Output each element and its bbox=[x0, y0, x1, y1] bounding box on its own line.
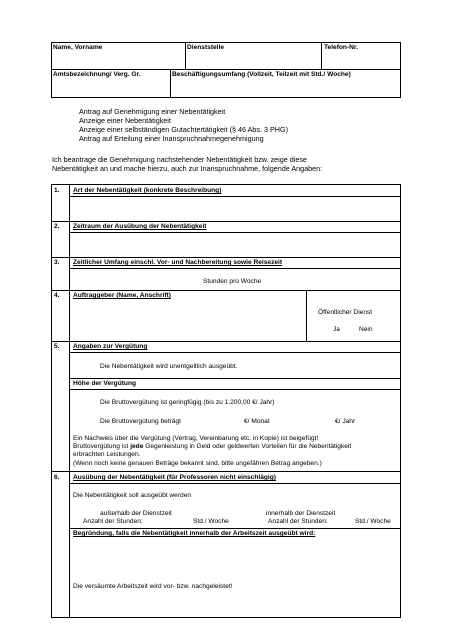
header-row-divider bbox=[51, 69, 401, 70]
public-service-no-label: Nein bbox=[359, 326, 373, 333]
outside-hours-count-label: Anzahl der Stunden: bbox=[83, 518, 143, 525]
section-5-subdivider bbox=[69, 378, 401, 379]
employment-field[interactable] bbox=[171, 80, 400, 97]
section-divider bbox=[51, 341, 401, 342]
per-month-label: €/ Monat bbox=[244, 418, 270, 425]
section-5-subdivider bbox=[69, 352, 401, 353]
section-6-title: Ausübung der Nebentätigkeit (für Professoren nicht einschlägig) bbox=[73, 474, 276, 481]
estimate-note: (Wenn noch keine genauen Beträge bekannt sind, bitte ungefähren Betrag angeben.) bbox=[73, 460, 322, 467]
minor-payment-option: Die Bruttovergütung ist geringfügig (bis zu 1.200,00 €/ Jahr) bbox=[100, 399, 275, 406]
section-5-subdivider bbox=[69, 389, 401, 390]
outside-hours-field[interactable] bbox=[155, 516, 189, 526]
hours-per-week-field[interactable] bbox=[150, 271, 200, 283]
public-service-yes-label: Ja bbox=[333, 326, 340, 333]
definition-emphasis: jede bbox=[130, 443, 144, 450]
reason-field[interactable] bbox=[70, 540, 400, 580]
department-field[interactable] bbox=[186, 53, 320, 68]
outside-working-hours-option: außerhalb der Dienstzeit bbox=[100, 510, 172, 517]
section-divider bbox=[51, 221, 401, 222]
public-service-label: Öffentlicher Dienst bbox=[318, 309, 373, 316]
inside-hours-count-label: Anzahl der Stunden: bbox=[268, 518, 328, 525]
reason-label: Begründung, falls die Nebentätigkeit innerhalb der Arbeitszeit ausgeübt wird: bbox=[73, 530, 316, 537]
section-3-subdivider bbox=[69, 268, 401, 269]
section-4-title: Auftraggeber (Name, Anschrift) bbox=[73, 292, 171, 299]
section-divider bbox=[51, 290, 401, 291]
gross-payment-label: Die Bruttovergütung beträgt bbox=[100, 418, 182, 425]
option-inanspruchnahme: Antrag auf Erteilung einer Inanspruchnahmegenehmigung bbox=[79, 134, 264, 143]
activity-description-field[interactable] bbox=[70, 197, 400, 220]
section-6-number: 6. bbox=[54, 474, 60, 481]
gross-payment-definition bbox=[73, 443, 351, 451]
hours-per-week-label: Stunden pro Woche bbox=[203, 278, 262, 285]
monthly-amount-field[interactable] bbox=[205, 414, 242, 426]
per-year-label: €/ Jahr bbox=[335, 418, 356, 425]
section-1-number: 1. bbox=[54, 187, 60, 194]
option-genehmigung: Antrag auf Genehmigung einer Nebentätigkeit bbox=[79, 107, 226, 116]
section-2-title: Zeitraum der Ausübung der Nebentätigkeit bbox=[73, 223, 207, 230]
section-3-title: Zeitlicher Umfang einschl. Vor- und Nachbereitung sowie Reisezeit bbox=[73, 259, 283, 266]
section-1-title: Art der Nebentätigkeit (konkrete Beschreibung) bbox=[73, 187, 222, 194]
section-4-number: 4. bbox=[54, 292, 60, 299]
employment-label: Beschäftigungsumfang (Vollzeit, Teilzeit mit Std./ Woche) bbox=[172, 71, 351, 78]
payment-proof-note: Ein Nachweis über die Vergütung (Vertrag, Vereinbarung etc. in Kopie) ist beigefügt! bbox=[73, 435, 319, 442]
section-5-number: 5. bbox=[54, 343, 60, 350]
client-field[interactable] bbox=[70, 301, 305, 340]
phone-label: Telefon-Nr. bbox=[324, 44, 358, 51]
section-6-subdivider bbox=[69, 483, 401, 484]
outside-per-week-label: Std./ Woche bbox=[193, 518, 229, 525]
name-field[interactable] bbox=[52, 53, 184, 68]
unpaid-option: Die Nebentätigkeit wird unentgeltlich ausgeübt. bbox=[100, 363, 238, 370]
inside-per-week-label: Std./ Woche bbox=[355, 518, 391, 525]
option-anzeige: Anzeige einer Nebentätigkeit bbox=[79, 116, 171, 125]
performed-label: Die Nebentätigkeit soll ausgeübt werden bbox=[73, 492, 192, 499]
section-3-number: 3. bbox=[54, 259, 60, 266]
section-2-number: 2. bbox=[54, 223, 60, 230]
gross-payment-definition-cont: erbrachten Leistungen. bbox=[73, 451, 141, 458]
inside-working-hours-option: innerhalb der Dienstzeit bbox=[266, 510, 336, 517]
inside-hours-field[interactable] bbox=[338, 516, 352, 526]
title-label: Amtsbezeichnung/ Verg. Gr. bbox=[53, 71, 141, 78]
definition-part-1: Bruttovergütung ist bbox=[73, 443, 131, 450]
intro-text-line-2: Nebentätigkeit an und mache hierzu, auch zur Inanspruchnahme, folgende Angaben: bbox=[52, 164, 323, 173]
yearly-amount-field[interactable] bbox=[300, 414, 332, 426]
definition-part-2: Gegenleistung in Geld oder geldwerten Vorteilen für die Nebentätigkeit bbox=[143, 443, 352, 450]
section-6-subdivider bbox=[69, 528, 401, 529]
period-field[interactable] bbox=[70, 233, 400, 256]
section-5-title: Angaben zur Vergütung bbox=[73, 343, 148, 350]
intro-text-line-1: Ich beantrage die Genehmigung nachstehender Nebentätigkeit bzw. zeige diese bbox=[52, 155, 307, 164]
payment-amount-title: Höhe der Vergütung bbox=[73, 380, 137, 387]
phone-field[interactable] bbox=[322, 53, 400, 68]
section-divider bbox=[51, 257, 401, 258]
makeup-time-note: Die versäumte Arbeitszeit wird vor- bzw. nachgeleistet! bbox=[73, 583, 233, 590]
client-column-divider bbox=[306, 290, 307, 341]
section-divider bbox=[51, 471, 401, 472]
name-label: Name, Vorname bbox=[53, 44, 103, 51]
option-gutachter: Anzeige einer selbständigen Gutachtertätigkeit (§ 46 Abs. 3 PHG) bbox=[79, 125, 288, 134]
title-field[interactable] bbox=[52, 80, 169, 97]
department-label: Dienststelle bbox=[187, 44, 225, 51]
